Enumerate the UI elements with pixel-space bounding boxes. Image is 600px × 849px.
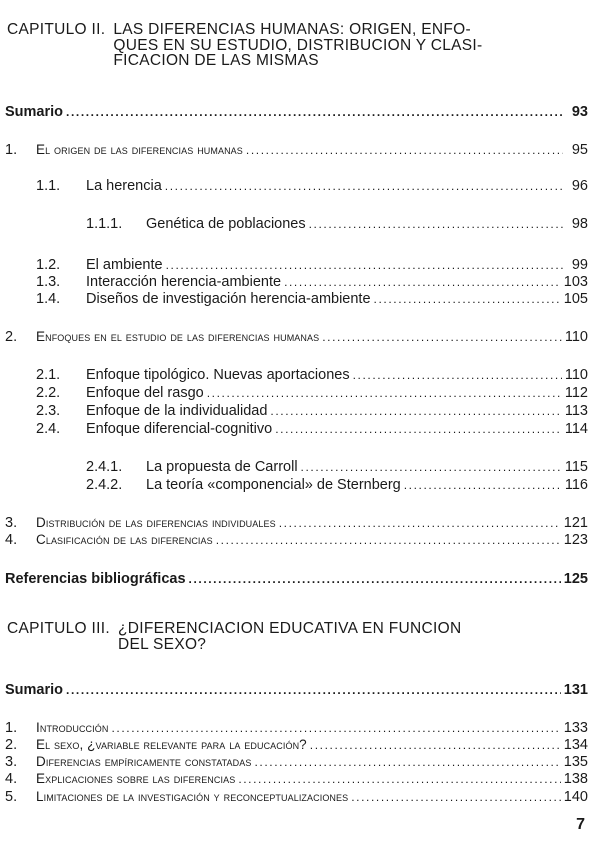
toc-number: 1.2. bbox=[36, 257, 61, 273]
toc-text: El sexo, ¿variable relevante para la educación? bbox=[36, 737, 307, 752]
leader-dots bbox=[270, 402, 561, 420]
toc-number: 3. bbox=[5, 754, 18, 770]
leader-dots bbox=[166, 256, 563, 274]
toc-page-number: 140 bbox=[563, 789, 588, 805]
leader-dots bbox=[309, 215, 563, 233]
toc-entry[interactable] bbox=[5, 719, 588, 737]
toc-page-number: 134 bbox=[563, 737, 588, 753]
toc-number: 2.1. bbox=[36, 367, 61, 383]
toc-entry[interactable] bbox=[5, 770, 588, 788]
leader-dots bbox=[165, 177, 563, 195]
toc-page-number: 110 bbox=[564, 367, 588, 383]
toc-text: Referencias bibliográficas bbox=[5, 571, 186, 587]
toc-page-number: 96 bbox=[571, 178, 588, 194]
toc-page-number: 93 bbox=[571, 104, 588, 120]
toc-text: Limitaciones de la investigación y reconceptualizaciones bbox=[36, 789, 349, 804]
toc-entry[interactable] bbox=[5, 753, 588, 771]
page-number: 7 bbox=[576, 816, 585, 833]
toc-page-number: 103 bbox=[563, 274, 588, 290]
toc-entry[interactable] bbox=[36, 290, 588, 308]
toc-number: 4. bbox=[5, 532, 18, 548]
toc-entry[interactable] bbox=[5, 103, 588, 121]
leader-dots bbox=[351, 788, 561, 806]
toc-page-number: 125 bbox=[563, 571, 588, 587]
toc-page-number: 121 bbox=[563, 515, 588, 531]
toc-text: La propuesta de Carroll bbox=[146, 459, 298, 475]
toc-text: Enfoque de la individualidad bbox=[86, 403, 268, 419]
toc-text: Clasificación de las diferencias bbox=[36, 532, 213, 547]
leader-dots bbox=[216, 531, 561, 549]
toc-text: Enfoque diferencial-cognitivo bbox=[86, 421, 273, 437]
toc-number: 1. bbox=[5, 142, 18, 158]
toc-number: 4. bbox=[5, 771, 18, 787]
leader-dots bbox=[310, 736, 561, 754]
leader-dots bbox=[189, 570, 561, 588]
toc-number: 1.1.1. bbox=[86, 216, 123, 232]
toc-entry[interactable] bbox=[5, 681, 588, 699]
leader-dots bbox=[238, 770, 560, 788]
toc-entry[interactable] bbox=[86, 215, 588, 233]
chapter-heading bbox=[7, 621, 590, 652]
toc-number: 5. bbox=[5, 789, 18, 805]
toc-page-number: 133 bbox=[563, 720, 588, 736]
toc-page-number: 115 bbox=[564, 459, 588, 475]
toc-page-number: 112 bbox=[564, 385, 588, 401]
toc-number: 1. bbox=[5, 720, 18, 736]
leader-dots bbox=[353, 366, 562, 384]
toc-number: 1.1. bbox=[36, 178, 61, 194]
leader-dots bbox=[275, 420, 562, 438]
toc-page-number: 114 bbox=[564, 421, 588, 437]
leader-dots bbox=[279, 514, 561, 532]
toc-number: 2. bbox=[5, 329, 18, 345]
toc-page-number: 138 bbox=[563, 771, 588, 787]
toc-entry[interactable] bbox=[36, 256, 588, 274]
leader-dots bbox=[374, 290, 561, 308]
toc-number: 2.2. bbox=[36, 385, 61, 401]
toc-text: La herencia bbox=[86, 178, 162, 194]
toc-text: Enfoque tipológico. Nuevas aportaciones bbox=[86, 367, 350, 383]
leader-dots bbox=[284, 273, 561, 291]
toc-entry[interactable] bbox=[5, 141, 588, 159]
toc-entry[interactable] bbox=[36, 366, 588, 384]
toc-number: 2.4.2. bbox=[86, 477, 123, 493]
toc-entry[interactable] bbox=[36, 402, 588, 420]
toc-text: Interacción herencia-ambiente bbox=[86, 274, 282, 290]
leader-dots bbox=[322, 328, 562, 346]
toc-page-number: 116 bbox=[564, 477, 588, 493]
toc-entry[interactable] bbox=[5, 736, 588, 754]
toc-text: Introducción bbox=[36, 720, 109, 735]
toc-text: Enfoques en el estudio de las diferencias humanas bbox=[36, 329, 320, 344]
toc-entry[interactable] bbox=[5, 531, 588, 549]
toc-text: Distribución de las diferencias individuales bbox=[36, 515, 276, 530]
leader-dots bbox=[207, 384, 562, 402]
toc-entry[interactable] bbox=[5, 514, 588, 532]
toc-text: Enfoque del rasgo bbox=[86, 385, 204, 401]
toc-page-number: 113 bbox=[564, 403, 588, 419]
chapter-label: CAPITULO III. bbox=[7, 620, 110, 637]
leader-dots bbox=[404, 476, 562, 494]
chapter-title: ¿DIFERENCIACION EDUCATIVA EN FUNCION DEL SEXO? bbox=[117, 620, 462, 653]
toc-number: 2.4. bbox=[36, 421, 61, 437]
chapter-heading bbox=[7, 22, 590, 69]
toc-text: Explicaciones sobre las diferencias bbox=[36, 771, 236, 786]
toc-text: Genética de poblaciones bbox=[146, 216, 306, 232]
toc-entry[interactable] bbox=[5, 788, 588, 806]
toc-text: Diferencias empíricamente constatadas bbox=[36, 754, 252, 769]
toc-page-number: 123 bbox=[563, 532, 588, 548]
toc-page-number: 99 bbox=[571, 257, 588, 273]
toc-page-number: 135 bbox=[563, 754, 588, 770]
toc-entry[interactable] bbox=[86, 458, 588, 476]
toc-number: 2. bbox=[5, 737, 18, 753]
toc-page-number: 95 bbox=[571, 142, 588, 158]
toc-text: La teoría «componencial» de Sternberg bbox=[146, 477, 401, 493]
leader-dots bbox=[111, 719, 560, 737]
toc-number: 1.4. bbox=[36, 291, 61, 307]
toc-number: 3. bbox=[5, 515, 18, 531]
chapter-label: CAPITULO II. bbox=[7, 21, 106, 38]
toc-entry[interactable] bbox=[5, 570, 588, 588]
toc-text: Sumario bbox=[5, 682, 64, 698]
toc-entry[interactable] bbox=[36, 384, 588, 402]
toc-entry[interactable] bbox=[5, 328, 588, 346]
toc-page-number: 98 bbox=[571, 216, 588, 232]
toc-entry[interactable] bbox=[86, 476, 588, 494]
toc-text: El ambiente bbox=[86, 257, 163, 273]
toc-entry[interactable] bbox=[36, 420, 588, 438]
leader-dots bbox=[254, 753, 560, 771]
toc-entry[interactable] bbox=[36, 273, 588, 291]
toc-text: El origen de las diferencias humanas bbox=[36, 142, 243, 157]
chapter-title: LAS DIFERENCIAS HUMANAS: ORIGEN, ENFO- QUES EN SU ESTUDIO, DISTRIBUCION Y CLASI- FICACION DE LAS MISMAS bbox=[113, 21, 483, 69]
toc-text: Diseños de investigación herencia-ambiente bbox=[86, 291, 371, 307]
leader-dots bbox=[66, 103, 563, 121]
toc-number: 2.4.1. bbox=[86, 459, 123, 475]
toc-entry[interactable] bbox=[36, 177, 588, 195]
toc-number: 2.3. bbox=[36, 403, 61, 419]
toc-text: Sumario bbox=[5, 104, 64, 120]
toc-number: 1.3. bbox=[36, 274, 61, 290]
leader-dots bbox=[66, 681, 561, 699]
leader-dots bbox=[301, 458, 562, 476]
toc-page-number: 105 bbox=[563, 291, 588, 307]
toc-page-number: 131 bbox=[563, 682, 588, 698]
toc-page-number: 110 bbox=[564, 329, 588, 345]
leader-dots bbox=[246, 141, 563, 159]
